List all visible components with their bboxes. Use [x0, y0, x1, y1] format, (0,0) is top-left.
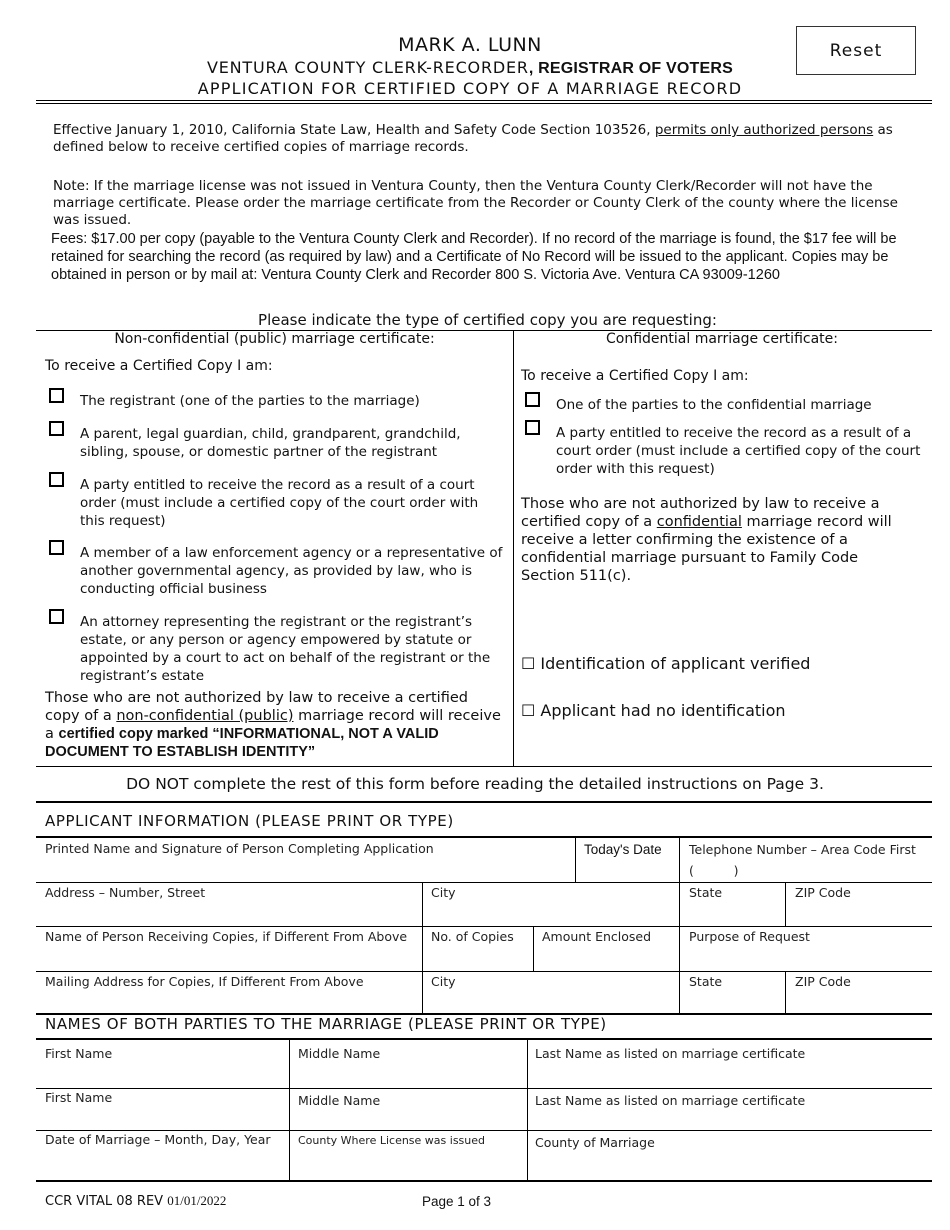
left-heading: Non-confidential (public) marriage certificate: — [114, 331, 435, 347]
revision-date: 01/01/2022 — [167, 1193, 227, 1208]
county-issued-field[interactable]: County Where License was issued — [298, 1134, 486, 1147]
area-code-parens: ( ) — [689, 863, 739, 878]
parties-table-bottom — [36, 1180, 932, 1182]
right-warning-text: Those who are not authorized by law to receive a certified copy of a — [521, 496, 880, 530]
parties-section-title: NAMES OF BOTH PARTIES TO THE MARRIAGE (PLEASE PRINT OR TYPE) — [45, 1015, 607, 1033]
form-number: CCR VITAL 08 REV — [45, 1194, 164, 1209]
divider — [679, 971, 680, 1013]
option-law-enforcement: A member of a law enforcement agency or a representative of another governmental agency, as provided by law, who is conducting official business — [80, 545, 503, 597]
checkbox-attorney[interactable] — [49, 609, 64, 624]
applicant-table-top — [36, 836, 932, 838]
divider — [679, 836, 680, 882]
checkbox-confidential-party[interactable] — [525, 392, 540, 407]
checkbox-family-member[interactable] — [49, 421, 64, 436]
office-name-bold: , REGISTRAR OF VOTERS — [528, 60, 734, 77]
party2-middle-name-field[interactable]: Middle Name — [298, 1093, 381, 1108]
county-of-marriage-field[interactable]: County of Marriage — [535, 1135, 655, 1150]
divider — [422, 926, 423, 971]
parties-row1-bottom — [36, 1088, 932, 1089]
form-title: APPLICATION FOR CERTIFIED COPY OF A MARRIAGE RECORD — [197, 79, 743, 98]
applicant-row2-bottom — [36, 926, 932, 927]
option-registrant: The registrant (one of the parties to the marriage) — [80, 393, 420, 409]
marriage-date-field[interactable]: Date of Marriage – Month, Day, Year — [45, 1132, 271, 1147]
left-subheading: To receive a Certified Copy I am: — [45, 358, 273, 374]
no-id-checkbox[interactable]: ☐ Applicant had no identification — [521, 701, 786, 720]
option-court-order: A party entitled to receive the record as a result of a court order (must include a certified copy of the court order with this request) — [80, 477, 479, 529]
checkbox-law-enforcement[interactable] — [49, 540, 64, 555]
applicant-section-rule — [36, 801, 932, 803]
divider — [422, 882, 423, 926]
divider — [533, 926, 534, 971]
state-field[interactable]: State — [689, 885, 723, 900]
copies-field[interactable]: No. of Copies — [431, 929, 514, 944]
office-name: VENTURA COUNTY CLERK-RECORDER — [206, 58, 529, 77]
divider — [679, 926, 680, 971]
mailing-address-field[interactable]: Mailing Address for Copies, If Different From Above — [45, 974, 364, 989]
intro-text-end: as defined below to receive certified copies of marriage records. — [53, 122, 893, 155]
page-number: Page 1 of 3 — [422, 1194, 492, 1209]
zip-field[interactable]: ZIP Code — [795, 885, 851, 900]
party1-last-name-field[interactable]: Last Name as listed on marriage certificate — [535, 1046, 806, 1061]
fees-paragraph: Fees: $17.00 per copy (payable to the Ventura County Clerk and Recorder). If no record of the marriage is found, the $17 fee will be retained for searching the record (as required by law) and a Certificate of No Record will be issued to the applicant. Copies may be obtained in person or by mail at: Ventura County Clerk and Recorder 800 S. Victoria Ave. Ventura CA 93009-1260 — [51, 231, 897, 283]
right-subheading: To receive a Certified Copy I am: — [521, 368, 749, 384]
printed-name-field[interactable]: Printed Name and Signature of Person Completing Application — [45, 841, 434, 856]
note-paragraph: Note: If the marriage license was not issued in Ventura County, then the Ventura County Clerk/Recorder will not have the marriage certificate. Please order the marriage certificate from the Recorder or County Clerk of the county where the license was issued. — [53, 178, 898, 228]
header-rule-top — [36, 100, 932, 101]
option-attorney: An attorney representing the registrant or the registrant’s estate, or any person or agency empowered by statute or appointed by a court to act on behalf of the registrant or the registrant’s estate — [80, 614, 491, 684]
divider — [785, 882, 786, 926]
header-rule-bottom — [36, 103, 932, 104]
left-warning — [45, 689, 505, 761]
telephone-field[interactable]: Telephone Number – Area Code First — [689, 842, 916, 857]
party1-middle-name-field[interactable]: Middle Name — [298, 1046, 381, 1061]
divider — [575, 836, 576, 882]
party2-first-name-field[interactable]: First Name — [45, 1090, 113, 1105]
applicant-section-title: APPLICANT INFORMATION (PLEASE PRINT OR TYPE) — [45, 812, 454, 830]
authorized-persons-link: permits only authorized persons — [654, 122, 874, 138]
left-warning-text: Those who are not authorized by law to receive a certified copy of a — [45, 690, 468, 724]
divider — [785, 971, 786, 1013]
official-name: MARK A. LUNN — [398, 34, 542, 56]
right-warning-link: confidential — [656, 514, 742, 530]
checkbox-confidential-court-order[interactable] — [525, 420, 540, 435]
do-not-complete-notice: DO NOT complete the rest of this form before reading the detailed instructions on Page 3. — [126, 775, 824, 793]
applicant-row1-bottom — [36, 882, 932, 883]
todays-date-field[interactable]: Today's Date — [584, 842, 662, 857]
intro-text: Effective January 1, 2010, California State Law, Health and Safety Code Section 103526, — [53, 122, 655, 138]
applicant-row3-bottom — [36, 971, 932, 972]
left-warning-mid: marriage record will receive a — [45, 708, 501, 742]
id-verified-checkbox[interactable]: ☐ Identification of applicant verified — [521, 654, 811, 673]
right-heading: Confidential marriage certificate: — [606, 331, 838, 347]
parties-row2-bottom — [36, 1130, 932, 1131]
columns-bottom-rule — [36, 766, 932, 767]
columns-divider — [513, 330, 514, 766]
checkbox-court-order[interactable] — [49, 472, 64, 487]
option-confidential-party: One of the parties to the confidential marriage — [556, 397, 872, 413]
party2-last-name-field[interactable]: Last Name as listed on marriage certificate — [535, 1093, 806, 1108]
party1-first-name-field[interactable]: First Name — [45, 1046, 113, 1061]
informational-notice: certified copy marked “INFORMATIONAL, NOT A VALID DOCUMENT TO ESTABLISH IDENTITY” — [45, 726, 439, 760]
address-field[interactable]: Address – Number, Street — [45, 885, 206, 900]
option-family-member: A parent, legal guardian, child, grandparent, grandchild, sibling, spouse, or domestic partner of the registrant — [80, 426, 461, 460]
mailing-zip-field[interactable]: ZIP Code — [795, 974, 851, 989]
purpose-field[interactable]: Purpose of Request — [689, 929, 810, 944]
left-warning-link: non-confidential (public) — [116, 708, 294, 724]
receiver-name-field[interactable]: Name of Person Receiving Copies, if Different From Above — [45, 929, 408, 944]
form-id — [45, 1193, 226, 1209]
option-confidential-court-order: A party entitled to receive the record as a result of a court order (must include a certified copy of the court order with this request) — [556, 425, 921, 477]
city-field[interactable]: City — [431, 885, 456, 900]
type-prompt: Please indicate the type of certified copy you are requesting: — [258, 311, 717, 329]
right-warning-end: marriage record will receive a letter confirming the existence of a confidential marriage pursuant to Family Code Section 511(c). — [521, 514, 892, 584]
right-warning — [521, 495, 916, 585]
divider — [527, 1038, 528, 1180]
checkbox-registrant[interactable] — [49, 388, 64, 403]
divider — [679, 882, 680, 926]
divider — [289, 1038, 290, 1180]
reset-button[interactable]: Reset — [796, 26, 916, 75]
mailing-state-field[interactable]: State — [689, 974, 723, 989]
divider — [422, 971, 423, 1013]
amount-field[interactable]: Amount Enclosed — [542, 929, 652, 944]
mailing-city-field[interactable]: City — [431, 974, 456, 989]
intro-paragraph — [53, 122, 923, 156]
parties-table-top — [36, 1038, 932, 1040]
